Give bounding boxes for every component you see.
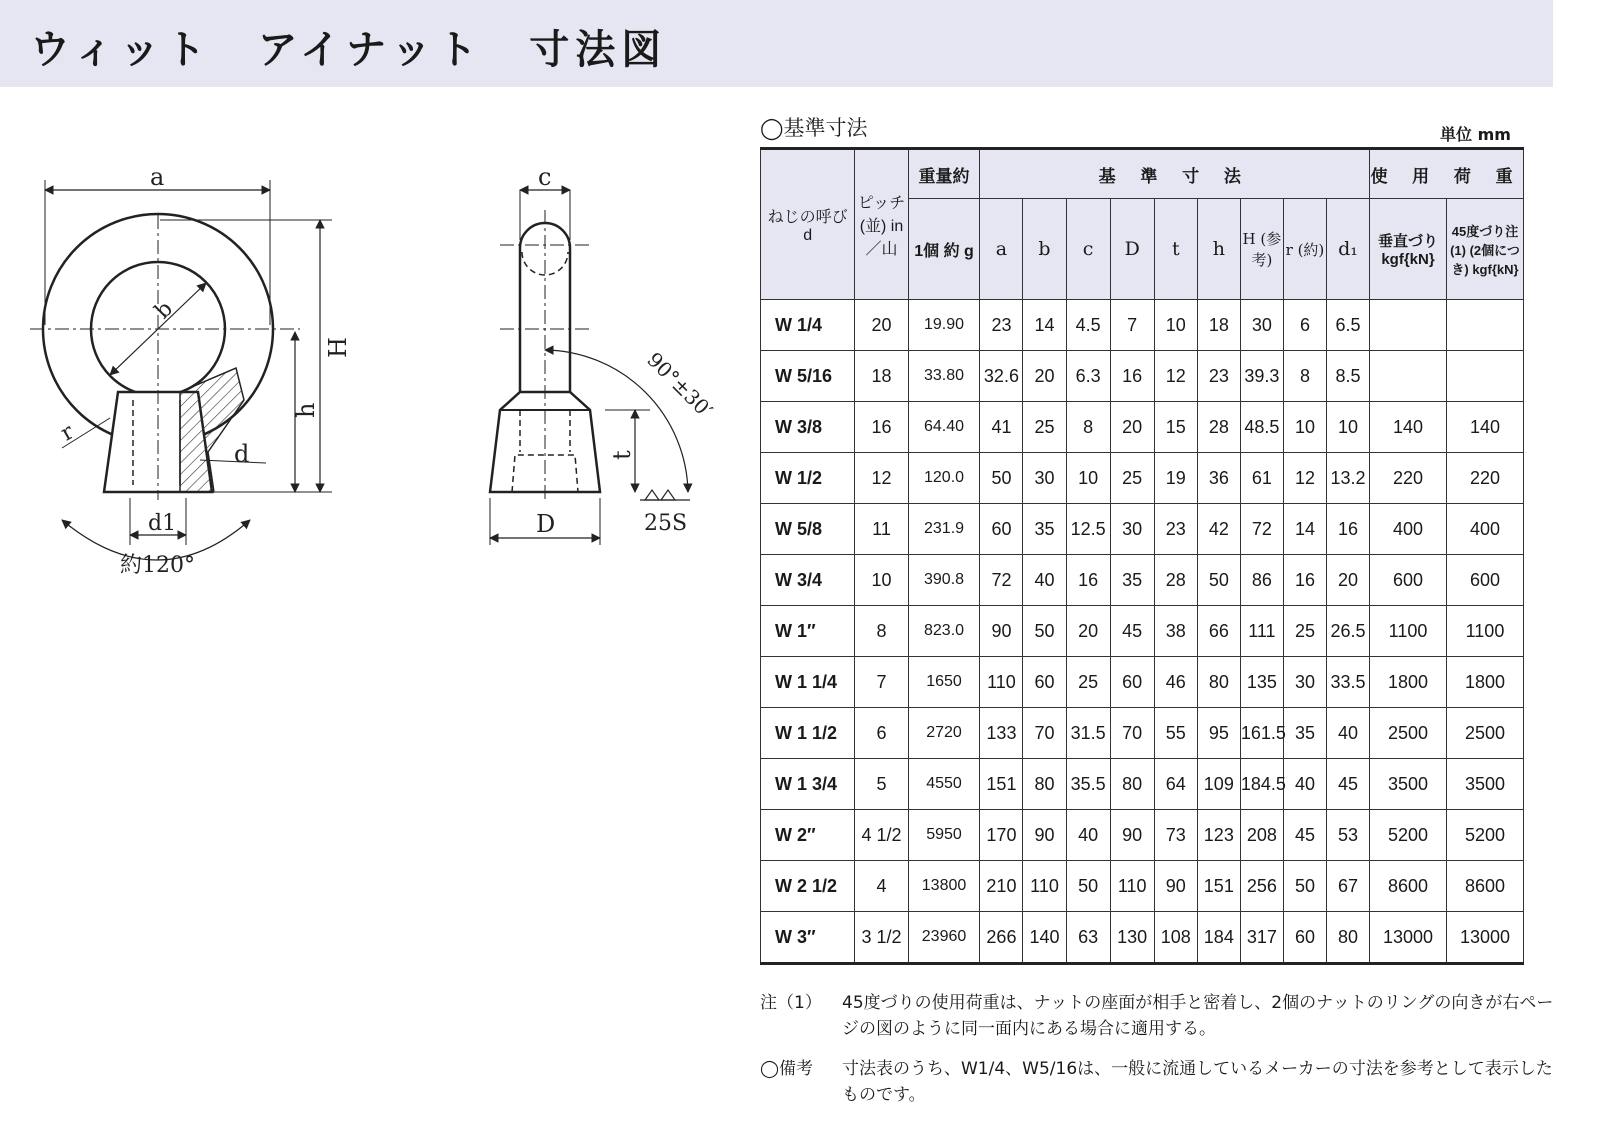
cell-v: 5200: [1370, 810, 1447, 861]
label-H: H: [324, 337, 352, 358]
label-c: c: [538, 163, 552, 191]
cell-a: 72: [980, 555, 1023, 606]
cell-r: 50: [1283, 861, 1326, 912]
cell-b: 40: [1023, 555, 1066, 606]
cell-weight: 231.9: [908, 504, 980, 555]
cell-a: 32.6: [980, 351, 1023, 402]
cell-name: W 2″: [761, 810, 855, 861]
cell-pitch: 4 1/2: [855, 810, 908, 861]
cell-weight: 33.80: [908, 351, 980, 402]
cell-weight: 120.0: [908, 453, 980, 504]
cell-pitch: 10: [855, 555, 908, 606]
cell-l45: 1800: [1446, 657, 1523, 708]
cell-a: 50: [980, 453, 1023, 504]
cell-D: 35: [1110, 555, 1154, 606]
cell-t: 15: [1154, 402, 1197, 453]
cell-d1: 6.5: [1326, 300, 1369, 351]
cell-a: 266: [980, 912, 1023, 964]
unit-label: 単位 mm: [1440, 125, 1511, 144]
cell-h: 151: [1197, 861, 1240, 912]
cell-name: W 1″: [761, 606, 855, 657]
cell-b: 30: [1023, 453, 1066, 504]
cell-D: 130: [1110, 912, 1154, 964]
cell-b: 110: [1023, 861, 1066, 912]
cell-t: 55: [1154, 708, 1197, 759]
cell-H: 135: [1240, 657, 1283, 708]
cell-c: 6.3: [1066, 351, 1110, 402]
cell-name: W 3″: [761, 912, 855, 964]
cell-b: 50: [1023, 606, 1066, 657]
cell-c: 31.5: [1066, 708, 1110, 759]
table-row: [761, 606, 1524, 657]
header-dim-a: a: [980, 199, 1023, 300]
header-dim-h: h: [1197, 199, 1240, 300]
cell-h: 66: [1197, 606, 1240, 657]
table-body: [761, 300, 1524, 964]
cell-d1: 10: [1326, 402, 1369, 453]
cell-v: 140: [1370, 402, 1447, 453]
cell-name: W 1 1/2: [761, 708, 855, 759]
cell-pitch: 6: [855, 708, 908, 759]
cell-pitch: 8: [855, 606, 908, 657]
cell-l45: 2500: [1446, 708, 1523, 759]
cell-r: 6: [1283, 300, 1326, 351]
cell-D: 60: [1110, 657, 1154, 708]
label-t: t: [608, 450, 636, 460]
cell-name: W 1/4: [761, 300, 855, 351]
cell-r: 35: [1283, 708, 1326, 759]
cell-H: 184.5: [1240, 759, 1283, 810]
cell-weight: 23960: [908, 912, 980, 964]
cell-r: 30: [1283, 657, 1326, 708]
cell-l45: 5200: [1446, 810, 1523, 861]
table-row: [761, 657, 1524, 708]
cell-r: 25: [1283, 606, 1326, 657]
cell-v: 2500: [1370, 708, 1447, 759]
cell-D: 7: [1110, 300, 1154, 351]
cell-D: 110: [1110, 861, 1154, 912]
cell-t: 64: [1154, 759, 1197, 810]
cell-pitch: 3 1/2: [855, 912, 908, 964]
cell-H: 256: [1240, 861, 1283, 912]
cell-r: 12: [1283, 453, 1326, 504]
cell-t: 19: [1154, 453, 1197, 504]
cell-l45: 1100: [1446, 606, 1523, 657]
cell-H: 48.5: [1240, 402, 1283, 453]
cell-H: 61: [1240, 453, 1283, 504]
cell-r: 60: [1283, 912, 1326, 964]
cell-t: 38: [1154, 606, 1197, 657]
page-title: ウィット アイナット 寸法図: [30, 27, 668, 73]
cell-d1: 16: [1326, 504, 1369, 555]
cell-c: 8: [1066, 402, 1110, 453]
cell-weight: 823.0: [908, 606, 980, 657]
cell-l45: 13000: [1446, 912, 1523, 964]
table-row: [761, 453, 1524, 504]
cell-r: 16: [1283, 555, 1326, 606]
label-d1: d1: [148, 511, 177, 536]
cell-c: 4.5: [1066, 300, 1110, 351]
cell-l45: [1446, 351, 1523, 402]
cell-h: 80: [1197, 657, 1240, 708]
cell-t: 28: [1154, 555, 1197, 606]
cell-t: 90: [1154, 861, 1197, 912]
header-weight-group: 重量約: [908, 149, 980, 199]
header-load-45: 45度づり注(1) (2個につき) kgf{kN}: [1446, 199, 1523, 300]
cell-r: 45: [1283, 810, 1326, 861]
cell-pitch: 12: [855, 453, 908, 504]
cell-c: 35.5: [1066, 759, 1110, 810]
cell-l45: 400: [1446, 504, 1523, 555]
table-row: [761, 504, 1524, 555]
cell-v: 1800: [1370, 657, 1447, 708]
cell-D: 30: [1110, 504, 1154, 555]
header-pitch: ピッチ (並) in／山: [855, 149, 908, 300]
cell-h: 50: [1197, 555, 1240, 606]
cell-d1: 26.5: [1326, 606, 1369, 657]
table-row: [761, 810, 1524, 861]
cell-pitch: 5: [855, 759, 908, 810]
cell-t: 23: [1154, 504, 1197, 555]
cell-pitch: 18: [855, 351, 908, 402]
cell-d1: 40: [1326, 708, 1369, 759]
cell-D: 70: [1110, 708, 1154, 759]
cell-h: 23: [1197, 351, 1240, 402]
label-d: d: [234, 440, 250, 468]
section-label: ◯基準寸法: [760, 116, 868, 140]
cell-weight: 64.40: [908, 402, 980, 453]
table-row: [761, 555, 1524, 606]
label-b: b: [150, 296, 178, 325]
table-row: [761, 759, 1524, 810]
cell-c: 63: [1066, 912, 1110, 964]
label-finish: 25S: [644, 511, 688, 536]
cell-a: 170: [980, 810, 1023, 861]
cell-r: 14: [1283, 504, 1326, 555]
cell-c: 40: [1066, 810, 1110, 861]
table-row: [761, 861, 1524, 912]
table-row: [761, 402, 1524, 453]
note-2-label: ◯備考: [760, 1059, 814, 1079]
cell-c: 10: [1066, 453, 1110, 504]
cell-name: W 5/16: [761, 351, 855, 402]
cell-a: 60: [980, 504, 1023, 555]
cell-b: 60: [1023, 657, 1066, 708]
note-2: [760, 1056, 1560, 1108]
cell-weight: 5950: [908, 810, 980, 861]
cell-H: 317: [1240, 912, 1283, 964]
cell-c: 50: [1066, 861, 1110, 912]
note-1-text: 45度づりの使用荷重は、ナットの座面が相手と密着し、2個のナットのリングの向きが右ページの図のように同一面内にある場合に適用する。: [842, 993, 1554, 1039]
note-1-label: 注（1）: [760, 993, 822, 1013]
cell-d1: 13.2: [1326, 453, 1369, 504]
cell-H: 111: [1240, 606, 1283, 657]
cell-l45: 220: [1446, 453, 1523, 504]
spec-table: [760, 147, 1524, 965]
cell-t: 73: [1154, 810, 1197, 861]
header-dim-D: D: [1110, 199, 1154, 300]
cell-b: 90: [1023, 810, 1066, 861]
cell-t: 46: [1154, 657, 1197, 708]
title-band: [0, 0, 1553, 87]
cell-weight: 4550: [908, 759, 980, 810]
cell-D: 45: [1110, 606, 1154, 657]
cell-D: 16: [1110, 351, 1154, 402]
cell-name: W 3/4: [761, 555, 855, 606]
cell-h: 42: [1197, 504, 1240, 555]
cell-d1: 45: [1326, 759, 1369, 810]
cell-b: 20: [1023, 351, 1066, 402]
cell-H: 161.5: [1240, 708, 1283, 759]
table-row: [761, 300, 1524, 351]
note-1: [760, 990, 1560, 1042]
cell-D: 80: [1110, 759, 1154, 810]
cell-h: 36: [1197, 453, 1240, 504]
cell-l45: 140: [1446, 402, 1523, 453]
cell-b: 80: [1023, 759, 1066, 810]
cell-d1: 33.5: [1326, 657, 1369, 708]
cell-H: 39.3: [1240, 351, 1283, 402]
header-load-vertical: 垂直づり kgf{kN}: [1370, 199, 1447, 300]
header-dim-t: t: [1154, 199, 1197, 300]
cell-v: [1370, 300, 1447, 351]
cell-a: 210: [980, 861, 1023, 912]
cell-t: 108: [1154, 912, 1197, 964]
cell-b: 140: [1023, 912, 1066, 964]
header-dim-b: b: [1023, 199, 1066, 300]
front-view: [30, 180, 332, 560]
cell-b: 25: [1023, 402, 1066, 453]
label-r: r: [56, 419, 79, 447]
label-D: D: [536, 510, 556, 538]
cell-D: 25: [1110, 453, 1154, 504]
table-header: [761, 149, 1524, 300]
cell-H: 30: [1240, 300, 1283, 351]
cell-l45: [1446, 300, 1523, 351]
header-weight-sub: 1個 約 g: [908, 199, 980, 300]
header-dim-d1: d₁: [1326, 199, 1369, 300]
cell-l45: 8600: [1446, 861, 1523, 912]
header-name: ねじの呼び d: [761, 149, 855, 300]
cell-v: 400: [1370, 504, 1447, 555]
cell-name: W 1 1/4: [761, 657, 855, 708]
cell-d1: 80: [1326, 912, 1369, 964]
cell-name: W 1/2: [761, 453, 855, 504]
cell-b: 14: [1023, 300, 1066, 351]
cell-weight: 19.90: [908, 300, 980, 351]
cell-h: 184: [1197, 912, 1240, 964]
notes: [760, 990, 1560, 1122]
cell-name: W 5/8: [761, 504, 855, 555]
cell-pitch: 11: [855, 504, 908, 555]
cell-v: 600: [1370, 555, 1447, 606]
cell-v: 13000: [1370, 912, 1447, 964]
header-dim-H: H (参考): [1240, 199, 1283, 300]
cell-pitch: 4: [855, 861, 908, 912]
cell-h: 28: [1197, 402, 1240, 453]
cell-v: [1370, 351, 1447, 402]
cell-weight: 13800: [908, 861, 980, 912]
header-dims-group: 基 準 寸 法: [980, 149, 1370, 199]
cell-b: 35: [1023, 504, 1066, 555]
label-h: h: [292, 402, 320, 418]
label-angle120: 約120°: [120, 553, 195, 578]
cell-H: 72: [1240, 504, 1283, 555]
cell-c: 12.5: [1066, 504, 1110, 555]
cell-pitch: 20: [855, 300, 908, 351]
cell-c: 16: [1066, 555, 1110, 606]
cell-a: 110: [980, 657, 1023, 708]
label-a: a: [150, 163, 165, 191]
cell-weight: 1650: [908, 657, 980, 708]
cell-H: 86: [1240, 555, 1283, 606]
cell-r: 8: [1283, 351, 1326, 402]
cell-name: W 1 3/4: [761, 759, 855, 810]
cell-b: 70: [1023, 708, 1066, 759]
cell-h: 123: [1197, 810, 1240, 861]
cell-a: 23: [980, 300, 1023, 351]
cell-l45: 600: [1446, 555, 1523, 606]
cell-weight: 390.8: [908, 555, 980, 606]
cell-a: 151: [980, 759, 1023, 810]
cell-d1: 53: [1326, 810, 1369, 861]
cell-d1: 20: [1326, 555, 1369, 606]
cell-v: 1100: [1370, 606, 1447, 657]
cell-H: 208: [1240, 810, 1283, 861]
header-load-group: 使 用 荷 重: [1370, 149, 1524, 199]
cell-h: 18: [1197, 300, 1240, 351]
cell-D: 90: [1110, 810, 1154, 861]
cell-pitch: 7: [855, 657, 908, 708]
cell-r: 10: [1283, 402, 1326, 453]
cell-a: 41: [980, 402, 1023, 453]
cell-h: 109: [1197, 759, 1240, 810]
cell-a: 90: [980, 606, 1023, 657]
cell-v: 3500: [1370, 759, 1447, 810]
cell-l45: 3500: [1446, 759, 1523, 810]
cell-name: W 3/8: [761, 402, 855, 453]
cell-h: 95: [1197, 708, 1240, 759]
cell-D: 20: [1110, 402, 1154, 453]
cell-weight: 2720: [908, 708, 980, 759]
table-row: [761, 708, 1524, 759]
cell-r: 40: [1283, 759, 1326, 810]
cell-v: 220: [1370, 453, 1447, 504]
header-dim-r: r (約): [1283, 199, 1326, 300]
cell-c: 25: [1066, 657, 1110, 708]
cell-t: 10: [1154, 300, 1197, 351]
cell-d1: 8.5: [1326, 351, 1369, 402]
cell-v: 8600: [1370, 861, 1447, 912]
header-dim-c: c: [1066, 199, 1110, 300]
cell-pitch: 16: [855, 402, 908, 453]
cell-name: W 2 1/2: [761, 861, 855, 912]
cell-t: 12: [1154, 351, 1197, 402]
label-angle90: 90°±30′: [642, 347, 718, 423]
eye-nut-drawing: [0, 100, 720, 600]
table-row: [761, 351, 1524, 402]
cell-d1: 67: [1326, 861, 1369, 912]
cell-c: 20: [1066, 606, 1110, 657]
cell-a: 133: [980, 708, 1023, 759]
table-row: [761, 912, 1524, 964]
note-2-text: 寸法表のうち、W1/4、W5/16は、一般に流通しているメーカーの寸法を参考として表示したものです。: [842, 1059, 1553, 1105]
